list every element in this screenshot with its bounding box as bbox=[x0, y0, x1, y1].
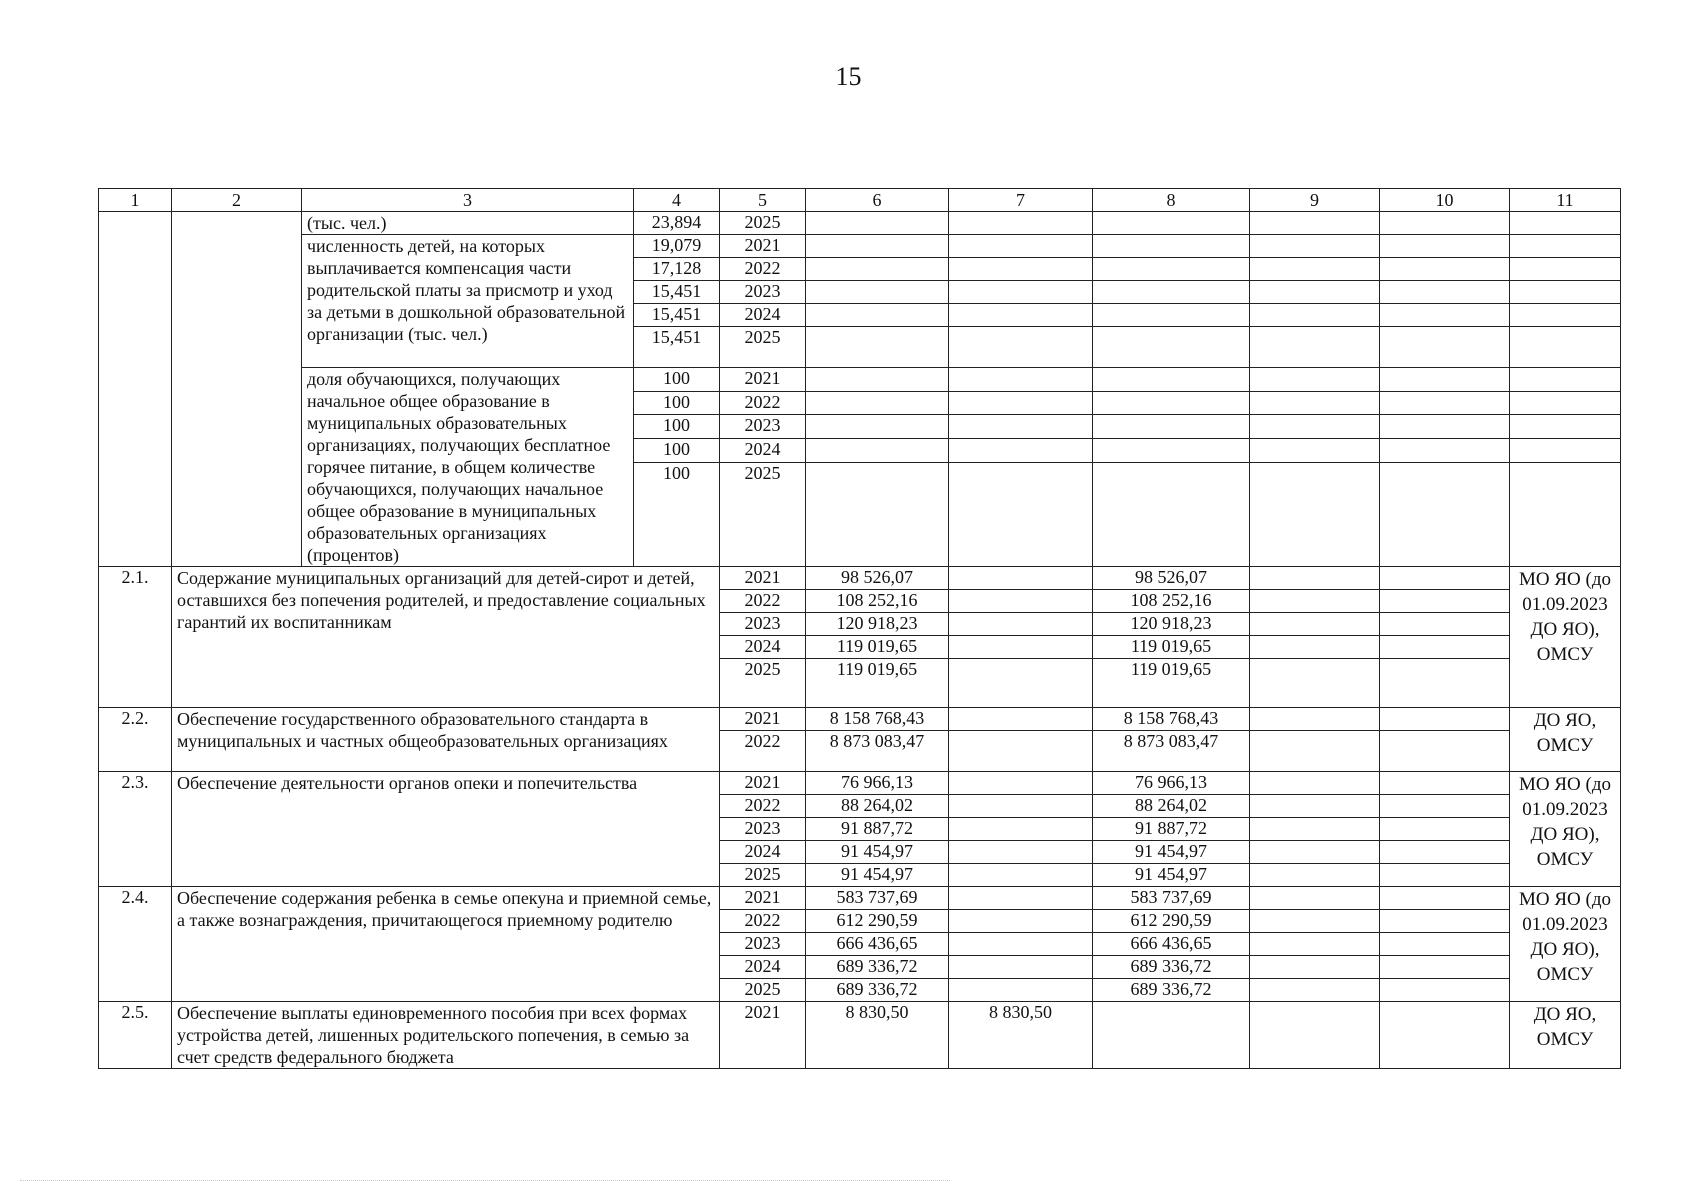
year-cell: 2021 bbox=[720, 772, 806, 795]
federal-budget-cell bbox=[949, 979, 1093, 1002]
empty-cell bbox=[1250, 212, 1380, 235]
empty-cell bbox=[1093, 327, 1250, 368]
empty-cell bbox=[806, 281, 949, 304]
empty-cell bbox=[949, 462, 1093, 566]
federal-budget-cell bbox=[949, 613, 1093, 636]
indicator-year: 2025 bbox=[720, 212, 806, 235]
empty-cell bbox=[1250, 613, 1380, 636]
empty-cell bbox=[1250, 659, 1380, 708]
total-amount-cell: 91 887,72 bbox=[806, 818, 949, 841]
year-cell: 2021 bbox=[720, 1002, 806, 1069]
empty-cell bbox=[1250, 368, 1380, 392]
empty-cell bbox=[1380, 887, 1510, 910]
empty-cell bbox=[1250, 864, 1380, 887]
empty-cell bbox=[806, 212, 949, 235]
empty-cell bbox=[1250, 1002, 1380, 1069]
year-cell: 2023 bbox=[720, 933, 806, 956]
total-amount-cell: 583 737,69 bbox=[806, 887, 949, 910]
empty-cell bbox=[1380, 567, 1510, 590]
table-header-row bbox=[99, 189, 1621, 212]
indicator-year: 2024 bbox=[720, 439, 806, 463]
empty-cell bbox=[1380, 281, 1510, 304]
empty-cell bbox=[806, 258, 949, 281]
year-cell: 2024 bbox=[720, 841, 806, 864]
empty-cell bbox=[1250, 795, 1380, 818]
total-amount-cell: 120 918,23 bbox=[806, 613, 949, 636]
empty-cell bbox=[1380, 841, 1510, 864]
responsible-executor: ДО ЯО, ОМСУ bbox=[1510, 1002, 1621, 1069]
empty-cell bbox=[1380, 731, 1510, 772]
item-number: 2.3. bbox=[99, 772, 172, 887]
empty-cell bbox=[1093, 258, 1250, 281]
empty-cell bbox=[1510, 281, 1621, 304]
year-cell: 2022 bbox=[720, 910, 806, 933]
empty-cell bbox=[806, 391, 949, 415]
federal-budget-cell bbox=[949, 708, 1093, 731]
empty-name-cell bbox=[172, 212, 302, 567]
table-row bbox=[99, 708, 1621, 731]
empty-cell bbox=[1250, 708, 1380, 731]
table-row bbox=[99, 772, 1621, 795]
empty-cell bbox=[1250, 258, 1380, 281]
indicator-year: 2022 bbox=[720, 258, 806, 281]
table-row bbox=[99, 567, 1621, 590]
empty-cell bbox=[1250, 910, 1380, 933]
empty-cell bbox=[1380, 659, 1510, 708]
empty-cell bbox=[806, 368, 949, 392]
responsible-executor: ДО ЯО, ОМСУ bbox=[1510, 708, 1621, 772]
empty-cell bbox=[1380, 258, 1510, 281]
indicator-year: 2024 bbox=[720, 304, 806, 327]
regional-budget-cell: 8 873 083,47 bbox=[1093, 731, 1250, 772]
federal-budget-cell bbox=[949, 772, 1093, 795]
empty-cell bbox=[1380, 613, 1510, 636]
year-cell: 2023 bbox=[720, 818, 806, 841]
empty-cell bbox=[949, 368, 1093, 392]
column-number-header: 8 bbox=[1093, 189, 1250, 212]
empty-cell bbox=[1250, 590, 1380, 613]
total-amount-cell: 8 830,50 bbox=[806, 1002, 949, 1069]
regional-budget-cell bbox=[1093, 1002, 1250, 1069]
federal-budget-cell bbox=[949, 731, 1093, 772]
federal-budget-cell: 8 830,50 bbox=[949, 1002, 1093, 1069]
empty-cell bbox=[1380, 708, 1510, 731]
year-cell: 2022 bbox=[720, 731, 806, 772]
empty-cell bbox=[1380, 795, 1510, 818]
empty-cell bbox=[1250, 327, 1380, 368]
empty-cell bbox=[1380, 327, 1510, 368]
empty-cell bbox=[1380, 304, 1510, 327]
year-cell: 2021 bbox=[720, 567, 806, 590]
empty-cell bbox=[1510, 235, 1621, 258]
empty-cell bbox=[1250, 304, 1380, 327]
item-description: Обеспечение выплаты единовременного пособия при всех формах устройства детей, лишенных родительского попечения, в семью за счет средств федерального бюджета bbox=[172, 1002, 720, 1069]
item-number: 2.2. bbox=[99, 708, 172, 772]
item-description: Обеспечение содержания ребенка в семье опекуна и приемной семье, а также вознаграждения, причитающегося приемному родителю bbox=[172, 887, 720, 1002]
empty-cell bbox=[949, 304, 1093, 327]
federal-budget-cell bbox=[949, 795, 1093, 818]
regional-budget-cell: 612 290,59 bbox=[1093, 910, 1250, 933]
empty-cell bbox=[1380, 368, 1510, 392]
column-number-header: 9 bbox=[1250, 189, 1380, 212]
empty-cell bbox=[1510, 304, 1621, 327]
regional-budget-cell: 689 336,72 bbox=[1093, 956, 1250, 979]
indicator-value: 100 bbox=[634, 391, 720, 415]
empty-cell bbox=[1250, 567, 1380, 590]
empty-cell bbox=[1250, 956, 1380, 979]
total-amount-cell: 612 290,59 bbox=[806, 910, 949, 933]
empty-cell bbox=[1510, 212, 1621, 235]
year-cell: 2024 bbox=[720, 956, 806, 979]
indicator-year: 2023 bbox=[720, 415, 806, 439]
column-number-header: 6 bbox=[806, 189, 949, 212]
empty-cell bbox=[1093, 235, 1250, 258]
indicator-year: 2025 bbox=[720, 462, 806, 566]
empty-index-cell bbox=[99, 212, 172, 567]
regional-budget-cell: 91 887,72 bbox=[1093, 818, 1250, 841]
total-amount-cell: 119 019,65 bbox=[806, 659, 949, 708]
year-cell: 2025 bbox=[720, 864, 806, 887]
regional-budget-cell: 8 158 768,43 bbox=[1093, 708, 1250, 731]
indicator-value: 100 bbox=[634, 368, 720, 392]
empty-cell bbox=[1510, 391, 1621, 415]
empty-cell bbox=[1380, 956, 1510, 979]
federal-budget-cell bbox=[949, 910, 1093, 933]
indicator-year: 2023 bbox=[720, 281, 806, 304]
empty-cell bbox=[1380, 979, 1510, 1002]
year-cell: 2022 bbox=[720, 795, 806, 818]
year-cell: 2024 bbox=[720, 636, 806, 659]
responsible-executor: МО ЯО (до 01.09.2023 ДО ЯО), ОМСУ bbox=[1510, 887, 1621, 1002]
column-number-header: 4 bbox=[634, 189, 720, 212]
empty-cell bbox=[1380, 910, 1510, 933]
empty-cell bbox=[1250, 818, 1380, 841]
empty-cell bbox=[1250, 415, 1380, 439]
empty-cell bbox=[1250, 391, 1380, 415]
regional-budget-cell: 119 019,65 bbox=[1093, 636, 1250, 659]
empty-cell bbox=[949, 212, 1093, 235]
column-number-header: 3 bbox=[302, 189, 634, 212]
item-description: Обеспечение государственного образовательного стандарта в муниципальных и частных общеобразовательных организациях bbox=[172, 708, 720, 772]
total-amount-cell: 108 252,16 bbox=[806, 590, 949, 613]
indicator-text: численность детей, на которых выплачивается компенсация части родительской платы за присмотр и уход за детьми в дошкольной образовательной организации (тыс. чел.) bbox=[302, 235, 634, 368]
item-description: Обеспечение деятельности органов опеки и попечительства bbox=[172, 772, 720, 887]
federal-budget-cell bbox=[949, 659, 1093, 708]
indicator-value: 100 bbox=[634, 462, 720, 566]
indicator-value: 100 bbox=[634, 415, 720, 439]
total-amount-cell: 119 019,65 bbox=[806, 636, 949, 659]
federal-budget-cell bbox=[949, 636, 1093, 659]
regional-budget-cell: 91 454,97 bbox=[1093, 864, 1250, 887]
responsible-executor: МО ЯО (до 01.09.2023 ДО ЯО), ОМСУ bbox=[1510, 567, 1621, 708]
indicator-row bbox=[99, 235, 1621, 258]
indicator-value: 17,128 bbox=[634, 258, 720, 281]
column-number-header: 10 bbox=[1380, 189, 1510, 212]
federal-budget-cell bbox=[949, 567, 1093, 590]
page-number: 15 bbox=[835, 62, 862, 91]
indicator-value: 19,079 bbox=[634, 235, 720, 258]
empty-cell bbox=[1250, 462, 1380, 566]
item-number: 2.4. bbox=[99, 887, 172, 1002]
federal-budget-cell bbox=[949, 841, 1093, 864]
empty-cell bbox=[806, 235, 949, 258]
empty-cell bbox=[1380, 864, 1510, 887]
empty-cell bbox=[806, 415, 949, 439]
empty-cell bbox=[1380, 415, 1510, 439]
total-amount-cell: 689 336,72 bbox=[806, 956, 949, 979]
empty-cell bbox=[1380, 439, 1510, 463]
total-amount-cell: 8 158 768,43 bbox=[806, 708, 949, 731]
empty-cell bbox=[1380, 636, 1510, 659]
empty-cell bbox=[1250, 439, 1380, 463]
empty-cell bbox=[806, 304, 949, 327]
empty-cell bbox=[1510, 439, 1621, 463]
empty-cell bbox=[1380, 590, 1510, 613]
empty-cell bbox=[1250, 731, 1380, 772]
regional-budget-cell: 119 019,65 bbox=[1093, 659, 1250, 708]
empty-cell bbox=[1510, 327, 1621, 368]
empty-cell bbox=[1380, 462, 1510, 566]
empty-cell bbox=[1250, 933, 1380, 956]
federal-budget-cell bbox=[949, 818, 1093, 841]
indicator-row bbox=[99, 368, 1621, 392]
column-number-header: 11 bbox=[1510, 189, 1621, 212]
total-amount-cell: 666 436,65 bbox=[806, 933, 949, 956]
indicator-text: (тыс. чел.) bbox=[302, 212, 634, 235]
empty-cell bbox=[806, 462, 949, 566]
federal-budget-cell bbox=[949, 956, 1093, 979]
empty-cell bbox=[1093, 304, 1250, 327]
regional-budget-cell: 666 436,65 bbox=[1093, 933, 1250, 956]
total-amount-cell: 8 873 083,47 bbox=[806, 731, 949, 772]
total-amount-cell: 91 454,97 bbox=[806, 864, 949, 887]
empty-cell bbox=[1510, 462, 1621, 566]
empty-cell bbox=[1380, 772, 1510, 795]
empty-cell bbox=[1510, 258, 1621, 281]
empty-cell bbox=[1250, 841, 1380, 864]
regional-budget-cell: 76 966,13 bbox=[1093, 772, 1250, 795]
empty-cell bbox=[1250, 636, 1380, 659]
column-number-header: 7 bbox=[949, 189, 1093, 212]
empty-cell bbox=[1093, 462, 1250, 566]
empty-cell bbox=[1250, 887, 1380, 910]
empty-cell bbox=[949, 327, 1093, 368]
indicator-year: 2022 bbox=[720, 391, 806, 415]
empty-cell bbox=[1380, 818, 1510, 841]
regional-budget-cell: 88 264,02 bbox=[1093, 795, 1250, 818]
empty-cell bbox=[949, 281, 1093, 304]
empty-cell bbox=[1250, 281, 1380, 304]
indicator-year: 2021 bbox=[720, 368, 806, 392]
federal-budget-cell bbox=[949, 590, 1093, 613]
indicator-year: 2021 bbox=[720, 235, 806, 258]
indicator-value: 100 bbox=[634, 439, 720, 463]
total-amount-cell: 88 264,02 bbox=[806, 795, 949, 818]
year-cell: 2021 bbox=[720, 708, 806, 731]
indicator-year: 2025 bbox=[720, 327, 806, 368]
federal-budget-cell bbox=[949, 864, 1093, 887]
indicator-value: 23,894 bbox=[634, 212, 720, 235]
empty-cell bbox=[1093, 212, 1250, 235]
empty-cell bbox=[1380, 235, 1510, 258]
empty-cell bbox=[1250, 979, 1380, 1002]
empty-cell bbox=[1380, 391, 1510, 415]
indicator-value: 15,451 bbox=[634, 304, 720, 327]
responsible-executor: МО ЯО (до 01.09.2023 ДО ЯО), ОМСУ bbox=[1510, 772, 1621, 887]
regional-budget-cell: 689 336,72 bbox=[1093, 979, 1250, 1002]
indicator-row bbox=[99, 212, 1621, 235]
federal-budget-cell bbox=[949, 887, 1093, 910]
empty-cell bbox=[949, 415, 1093, 439]
year-cell: 2023 bbox=[720, 613, 806, 636]
empty-cell bbox=[1093, 439, 1250, 463]
indicator-text: доля обучающихся, получающих начальное общее образование в муниципальных образовательных организациях, получающих бесплатное горячее питание, в общем количестве обучающихся, получающих начальное общее образование в муниципальных образовательных организациях (процентов) bbox=[302, 368, 634, 567]
year-cell: 2021 bbox=[720, 887, 806, 910]
indicator-value: 15,451 bbox=[634, 327, 720, 368]
regional-budget-cell: 120 918,23 bbox=[1093, 613, 1250, 636]
empty-cell bbox=[806, 439, 949, 463]
column-number-header: 2 bbox=[172, 189, 302, 212]
table-row bbox=[99, 1002, 1621, 1069]
column-number-header: 5 bbox=[720, 189, 806, 212]
indicator-value: 15,451 bbox=[634, 281, 720, 304]
empty-cell bbox=[1250, 772, 1380, 795]
item-number: 2.5. bbox=[99, 1002, 172, 1069]
empty-cell bbox=[949, 258, 1093, 281]
item-description: Содержание муниципальных организаций для детей-сирот и детей, оставшихся без попечения родителей, и предоставление социальных гарантий их воспитанникам bbox=[172, 567, 720, 708]
empty-cell bbox=[949, 439, 1093, 463]
empty-cell bbox=[1380, 933, 1510, 956]
table-row bbox=[99, 887, 1621, 910]
total-amount-cell: 91 454,97 bbox=[806, 841, 949, 864]
item-number: 2.1. bbox=[99, 567, 172, 708]
regional-budget-cell: 108 252,16 bbox=[1093, 590, 1250, 613]
empty-cell bbox=[1093, 415, 1250, 439]
empty-cell bbox=[1093, 368, 1250, 392]
regional-budget-cell: 583 737,69 bbox=[1093, 887, 1250, 910]
empty-cell bbox=[806, 327, 949, 368]
empty-cell bbox=[1093, 391, 1250, 415]
year-cell: 2025 bbox=[720, 979, 806, 1002]
empty-cell bbox=[1250, 235, 1380, 258]
regional-budget-cell: 91 454,97 bbox=[1093, 841, 1250, 864]
empty-cell bbox=[949, 391, 1093, 415]
year-cell: 2022 bbox=[720, 590, 806, 613]
program-table bbox=[98, 188, 1621, 1069]
empty-cell bbox=[1380, 212, 1510, 235]
total-amount-cell: 76 966,13 bbox=[806, 772, 949, 795]
empty-cell bbox=[1510, 415, 1621, 439]
empty-cell bbox=[1380, 1002, 1510, 1069]
column-number-header: 1 bbox=[99, 189, 172, 212]
total-amount-cell: 98 526,07 bbox=[806, 567, 949, 590]
federal-budget-cell bbox=[949, 933, 1093, 956]
total-amount-cell: 689 336,72 bbox=[806, 979, 949, 1002]
year-cell: 2025 bbox=[720, 659, 806, 708]
regional-budget-cell: 98 526,07 bbox=[1093, 567, 1250, 590]
empty-cell bbox=[1510, 368, 1621, 392]
scan-artifact-line bbox=[20, 1180, 950, 1181]
empty-cell bbox=[949, 235, 1093, 258]
empty-cell bbox=[1093, 281, 1250, 304]
